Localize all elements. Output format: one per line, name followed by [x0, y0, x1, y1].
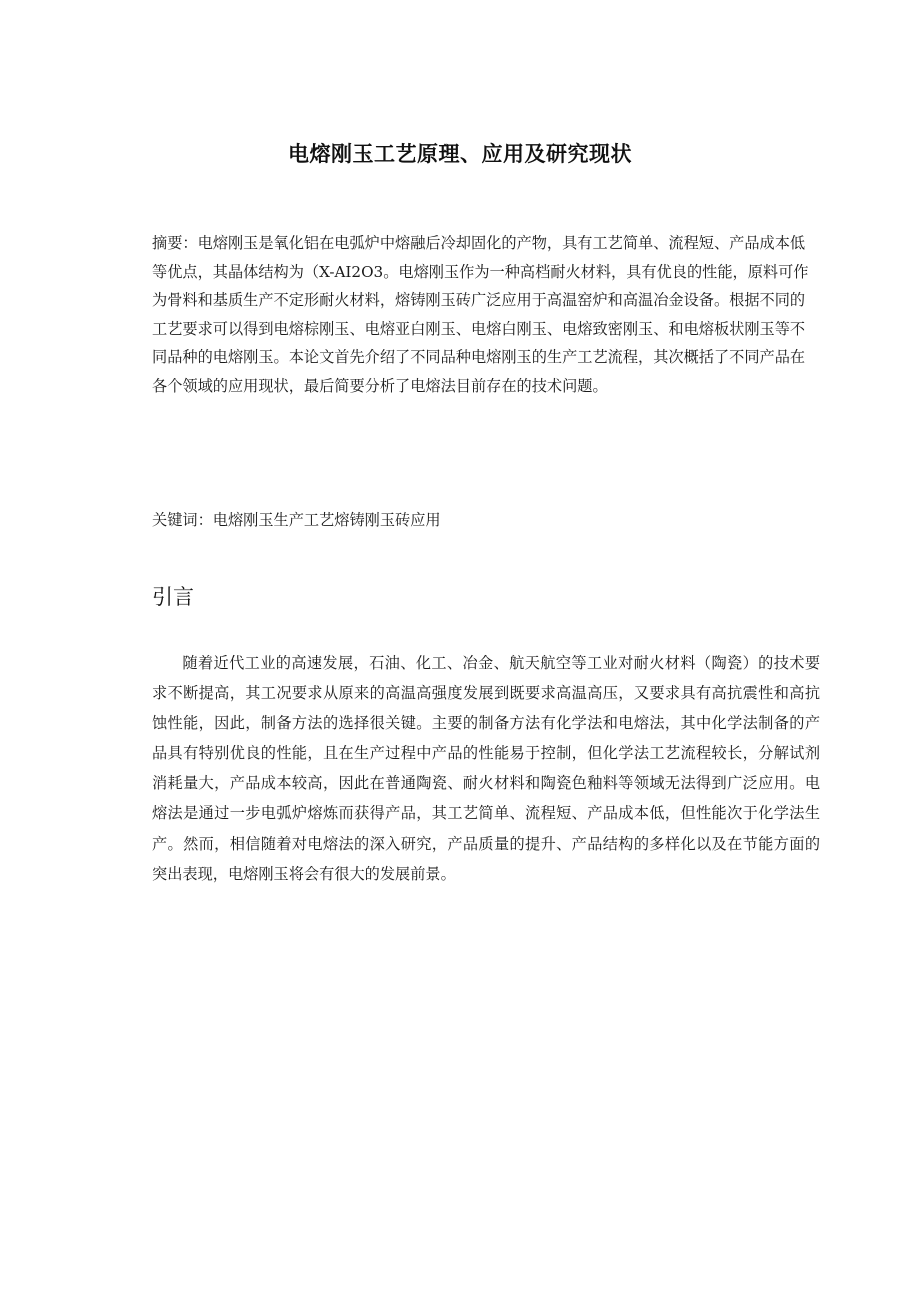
document-title: 电熔刚玉工艺原理、应用及研究现状	[288, 142, 632, 167]
introduction-paragraph: 随着近代工业的高速发展，石油、化工、冶金、航天航空等工业对耐火材料（陶瓷）的技术要求不断提高，其工况要求从原来的高温高强度发展到既要求高温高压，又要求具有高抗震性和高抗蚀性能，因此，制备方法的选择很关键。主要的制备方法有化学法和电熔法，其中化学法制备的产品具有特别优良的性能，且在生产过程中产品的性能易于控制，但化学法工艺流程较长，分解试剂消耗量大，产品成本较高，因此在普通陶瓷、耐火材料和陶瓷色釉料等领域无法得到广泛应用。电熔法是通过一步电弧炉熔炼而获得产品，其工艺简单、流程短、产品成本低，但性能次于化学法生产。然而，相信随着对电熔法的深入研究，产品质量的提升、产品结构的多样化以及在节能方面的突出表现，电熔刚玉将会有很大的发展前景。	[152, 654, 820, 883]
section-heading-introduction: 引言	[152, 585, 194, 609]
abstract-paragraph: 摘要：电熔刚玉是氧化铝在电弧炉中熔融后冷却固化的产物，具有工艺简单、流程短、产品成本低等优点，其晶体结构为（X-AI2O3。电熔刚玉作为一种高档耐火材料，具有优良的性能，原料可作为骨料和基质生产不定形耐火材料，熔铸刚玉砖广泛应用于高温窑炉和高温冶金设备。根据不同的工艺要求可以得到电熔棕刚玉、电熔亚白刚玉、电熔白刚玉、电熔致密刚玉、和电熔板状刚玉等不同品种的电熔刚玉。本论文首先介绍了不同品种电熔刚玉的生产工艺流程，其次概括了不同产品在各个领域的应用现状，最后简要分析了电熔法目前存在的技术问题。	[152, 234, 809, 395]
keywords-line: 关键词：电熔刚玉生产工艺熔铸刚玉砖应用	[152, 511, 441, 529]
